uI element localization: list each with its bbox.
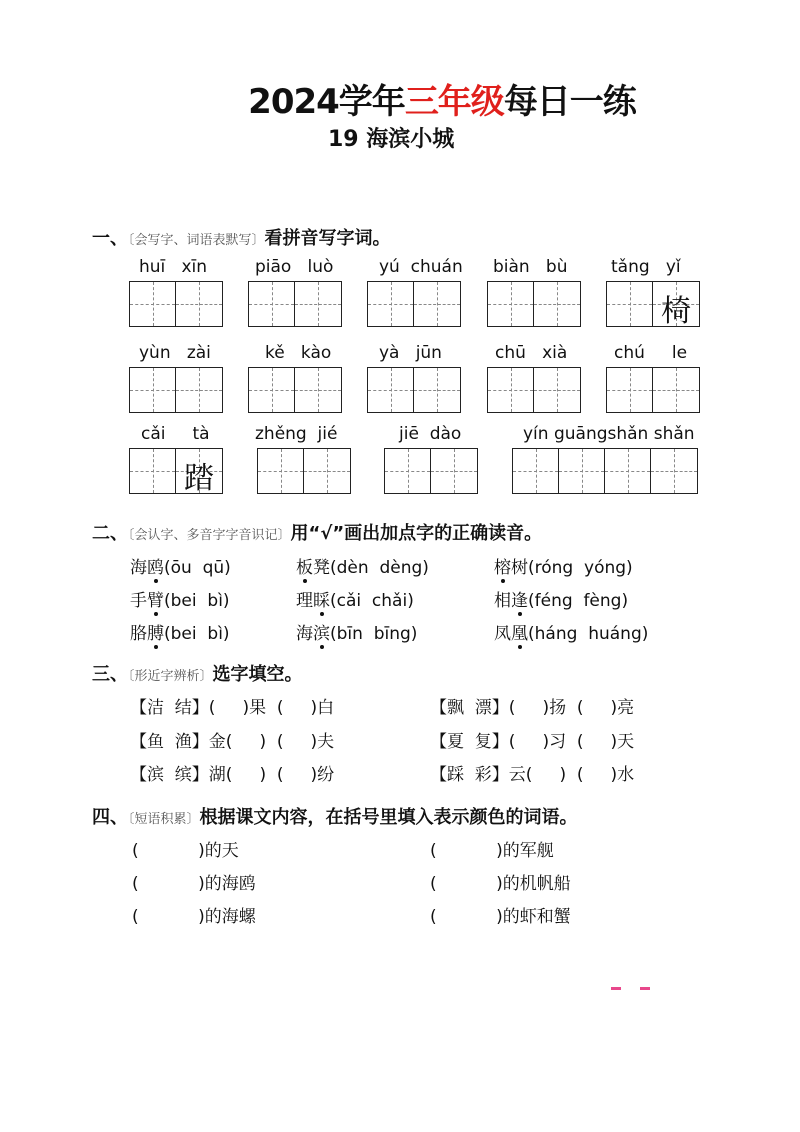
pinyin-label: kě kào — [265, 343, 332, 363]
writing-grid[interactable] — [248, 367, 342, 413]
reading-item: 理睬(cǎi chǎi) — [296, 591, 414, 611]
writing-grid[interactable] — [367, 367, 461, 413]
reading-item: 相逢(féng fèng) — [494, 591, 629, 611]
reading-item: 板凳(dèn dèng) — [296, 558, 429, 578]
pinyin-label: jiē dào — [399, 424, 462, 444]
pinyin-label: piāo luò — [255, 257, 334, 277]
pinyin-label: tǎng yǐ — [611, 257, 681, 277]
color-phrase: ( )的机帆船 — [430, 874, 571, 894]
writing-grid[interactable] — [129, 281, 223, 327]
writing-grid[interactable] — [487, 367, 581, 413]
pinyin-label: biàn bù — [493, 257, 568, 277]
fill-item: 【踩 彩】云( ) ( )水 — [430, 765, 635, 785]
writing-grid[interactable] — [248, 281, 342, 327]
pinyin-label: chū xià — [495, 343, 568, 363]
reading-item: 海鸥(ōu qū) — [130, 558, 231, 578]
writing-grid[interactable] — [257, 448, 351, 494]
reading-item: 凤凰(háng huáng) — [494, 624, 649, 644]
reading-item: 手臂(bei bì) — [130, 591, 230, 611]
filled-character: 椅 — [661, 294, 691, 329]
section2-heading: 二、〔会认字、多音字字音识记〕用“√”画出加点字的正确读音。 — [92, 523, 543, 544]
pinyin-label: yùn zài — [139, 343, 211, 363]
pinyin-label: chú le — [614, 343, 688, 363]
writing-grid[interactable] — [129, 367, 223, 413]
pinyin-label: zhěng jié — [255, 424, 338, 444]
pinyin-label: cǎi tà — [141, 424, 210, 444]
writing-grid[interactable] — [129, 448, 223, 494]
fill-item: 【鱼 渔】金( ) ( )夫 — [130, 732, 335, 752]
color-phrase: ( )的军舰 — [430, 841, 554, 861]
color-phrase: ( )的海螺 — [132, 907, 256, 927]
section4-heading: 四、〔短语积累〕根据课文内容，在括号里填入表示颜色的词语。 — [92, 807, 578, 828]
fill-item: 【夏 复】( )习 ( )天 — [430, 732, 635, 752]
pinyin-label: yà jūn — [379, 343, 442, 363]
section1-heading: 一、〔会写字、词语表默写〕看拼音写字词。 — [92, 228, 391, 249]
pinyin-label: huī xīn — [139, 257, 208, 277]
reading-item: 海滨(bīn bīng) — [296, 624, 418, 644]
section3-heading: 三、〔形近字辨析〕选字填空。 — [92, 664, 303, 685]
color-phrase: ( )的虾和蟹 — [430, 907, 571, 927]
writing-grid[interactable] — [367, 281, 461, 327]
pinyin-label: yú chuán — [379, 257, 463, 277]
color-phrase: ( )的天 — [132, 841, 239, 861]
decorative-dash — [611, 987, 621, 990]
writing-grid[interactable] — [487, 281, 581, 327]
decorative-dash — [640, 987, 650, 990]
writing-grid[interactable] — [606, 367, 700, 413]
fill-item: 【滨 缤】湖( ) ( )纷 — [130, 765, 335, 785]
fill-item: 【飘 漂】( )扬 ( )亮 — [430, 698, 635, 718]
writing-grid[interactable] — [384, 448, 478, 494]
reading-item: 胳膊(bei bì) — [130, 624, 230, 644]
writing-grid[interactable] — [512, 448, 698, 494]
lesson-subtitle: 19 海滨小城 — [328, 127, 455, 152]
filled-character: 踏 — [184, 461, 214, 496]
color-phrase: ( )的海鸥 — [132, 874, 256, 894]
reading-item: 榕树(róng yóng) — [494, 558, 633, 578]
page-title: 2024学年三年级每日一练 — [248, 82, 636, 122]
writing-grid[interactable] — [606, 281, 700, 327]
pinyin-label: yín guāngshǎn shǎn — [523, 424, 695, 444]
fill-item: 【洁 结】( )果 ( )白 — [130, 698, 335, 718]
